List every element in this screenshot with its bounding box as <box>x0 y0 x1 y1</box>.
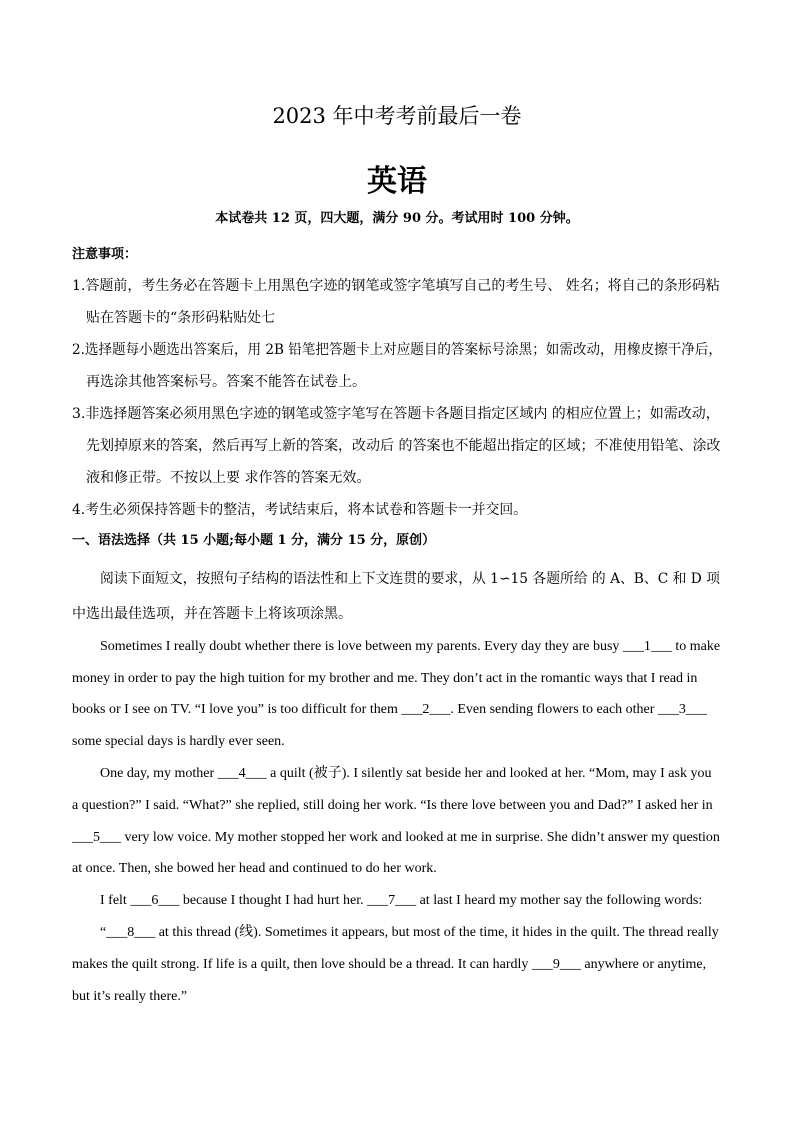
passage-paragraph-1-line-3: books or I see on TV. “I love you” is too difficult for them ___2___. Even sending flowers to each other ___3___ <box>72 702 707 717</box>
passage-paragraph-3-line-3: makes the quilt strong. If life is a quilt, then love should be a thread. It can hardly ___9___ anywhere or anytime, <box>72 957 707 972</box>
passage-paragraph-1-line-1: Sometimes I really doubt whether there is love between my parents. Every day they are busy ___1___ to make <box>100 639 721 654</box>
note-item-3-line-2: 先划掉原来的答案，然后再写上新的答案，改动后 的答案也不能超出指定的区域；不准使用铅笔、涂改 <box>86 438 721 454</box>
note-item-4: 4.考生必须保持答题卡的整洁，考试结束后，将本试卷和答题卡一并交回。 <box>72 502 527 518</box>
subject-heading: 英语 <box>367 164 427 199</box>
note-item-1-line-1: 1.答题前，考生务必在答题卡上用黑色字迹的钢笔或签字笔填写自己的考生号、 姓名；将自己的条形码粘 <box>72 278 720 294</box>
passage-paragraph-3-line-4: but it’s really there.” <box>72 989 188 1004</box>
notes-heading: 注意事项： <box>72 247 138 262</box>
passage-paragraph-2-line-4: at once. Then, she bowed her head and continued to do her work. <box>72 861 437 876</box>
note-item-3-line-1: 3.非选择题答案必须用黑色字迹的钢笔或签字笔写在答题卡各题目指定区域内 的相应位置上；如需改动， <box>72 406 720 422</box>
note-item-2-line-1: 2.选择题每小题选出答案后，用 2B 铅笔把答题卡上对应题目的答案标号涂黑；如需改动，用橡皮擦干净后， <box>72 342 722 358</box>
note-item-3-line-3: 液和修正带。不按以上要 求作答的答案无效。 <box>86 470 371 486</box>
passage-paragraph-2-line-3: ___5___ very low voice. My mother stopped her work and looked at me in surprise. She didn’t answer my question <box>72 830 720 845</box>
passage-paragraph-2-line-2: a question?” I said. “What?” she replied, still doing her work. “Is there love between you and Dad?” I asked her in <box>72 798 713 813</box>
note-item-2-line-2: 再选涂其他答案标号。答案不能答在试卷上。 <box>86 374 366 390</box>
exam-title: 2023 年中考考前最后一卷 <box>272 104 522 128</box>
passage-paragraph-1-line-2: money in order to pay the high tuition for my brother and me. They don’t act in the romantic ways that I read in <box>72 671 698 686</box>
passage-paragraph-3-line-1: I felt ___6___ because I thought I had hurt her. ___7___ at last I heard my mother say the following words: <box>100 893 703 908</box>
passage-paragraph-1-line-4: some special days is hardly ever seen. <box>72 734 285 749</box>
exam-info: 本试卷共 12 页，四大题，满分 90 分。考试用时 100 分钟。 <box>215 211 579 226</box>
section-1-instructions-line-2: 中选出最佳选项，并在答题卡上将该项涂黑。 <box>72 606 352 622</box>
passage-paragraph-3-line-2: “___8___ at this thread (线). Sometimes it appears, but most of the time, it hides in the quilt. The thread really <box>100 925 719 940</box>
section-1-instructions-line-1: 阅读下面短文，按照句子结构的语法性和上下文连贯的要求，从 1∽15 各题所给 的 A、B、C 和 D 项 <box>100 571 720 587</box>
section-1-heading: 一、语法选择（共 15 小题;每小题 1 分，满分 15 分，原创） <box>72 533 436 548</box>
passage-paragraph-2-line-1: One day, my mother ___4___ a quilt (被子). I silently sat beside her and looked at her. “Mom, may I ask you <box>100 766 712 781</box>
note-item-1-line-2: 贴在答题卡的“条形码粘贴处七 <box>86 310 276 326</box>
